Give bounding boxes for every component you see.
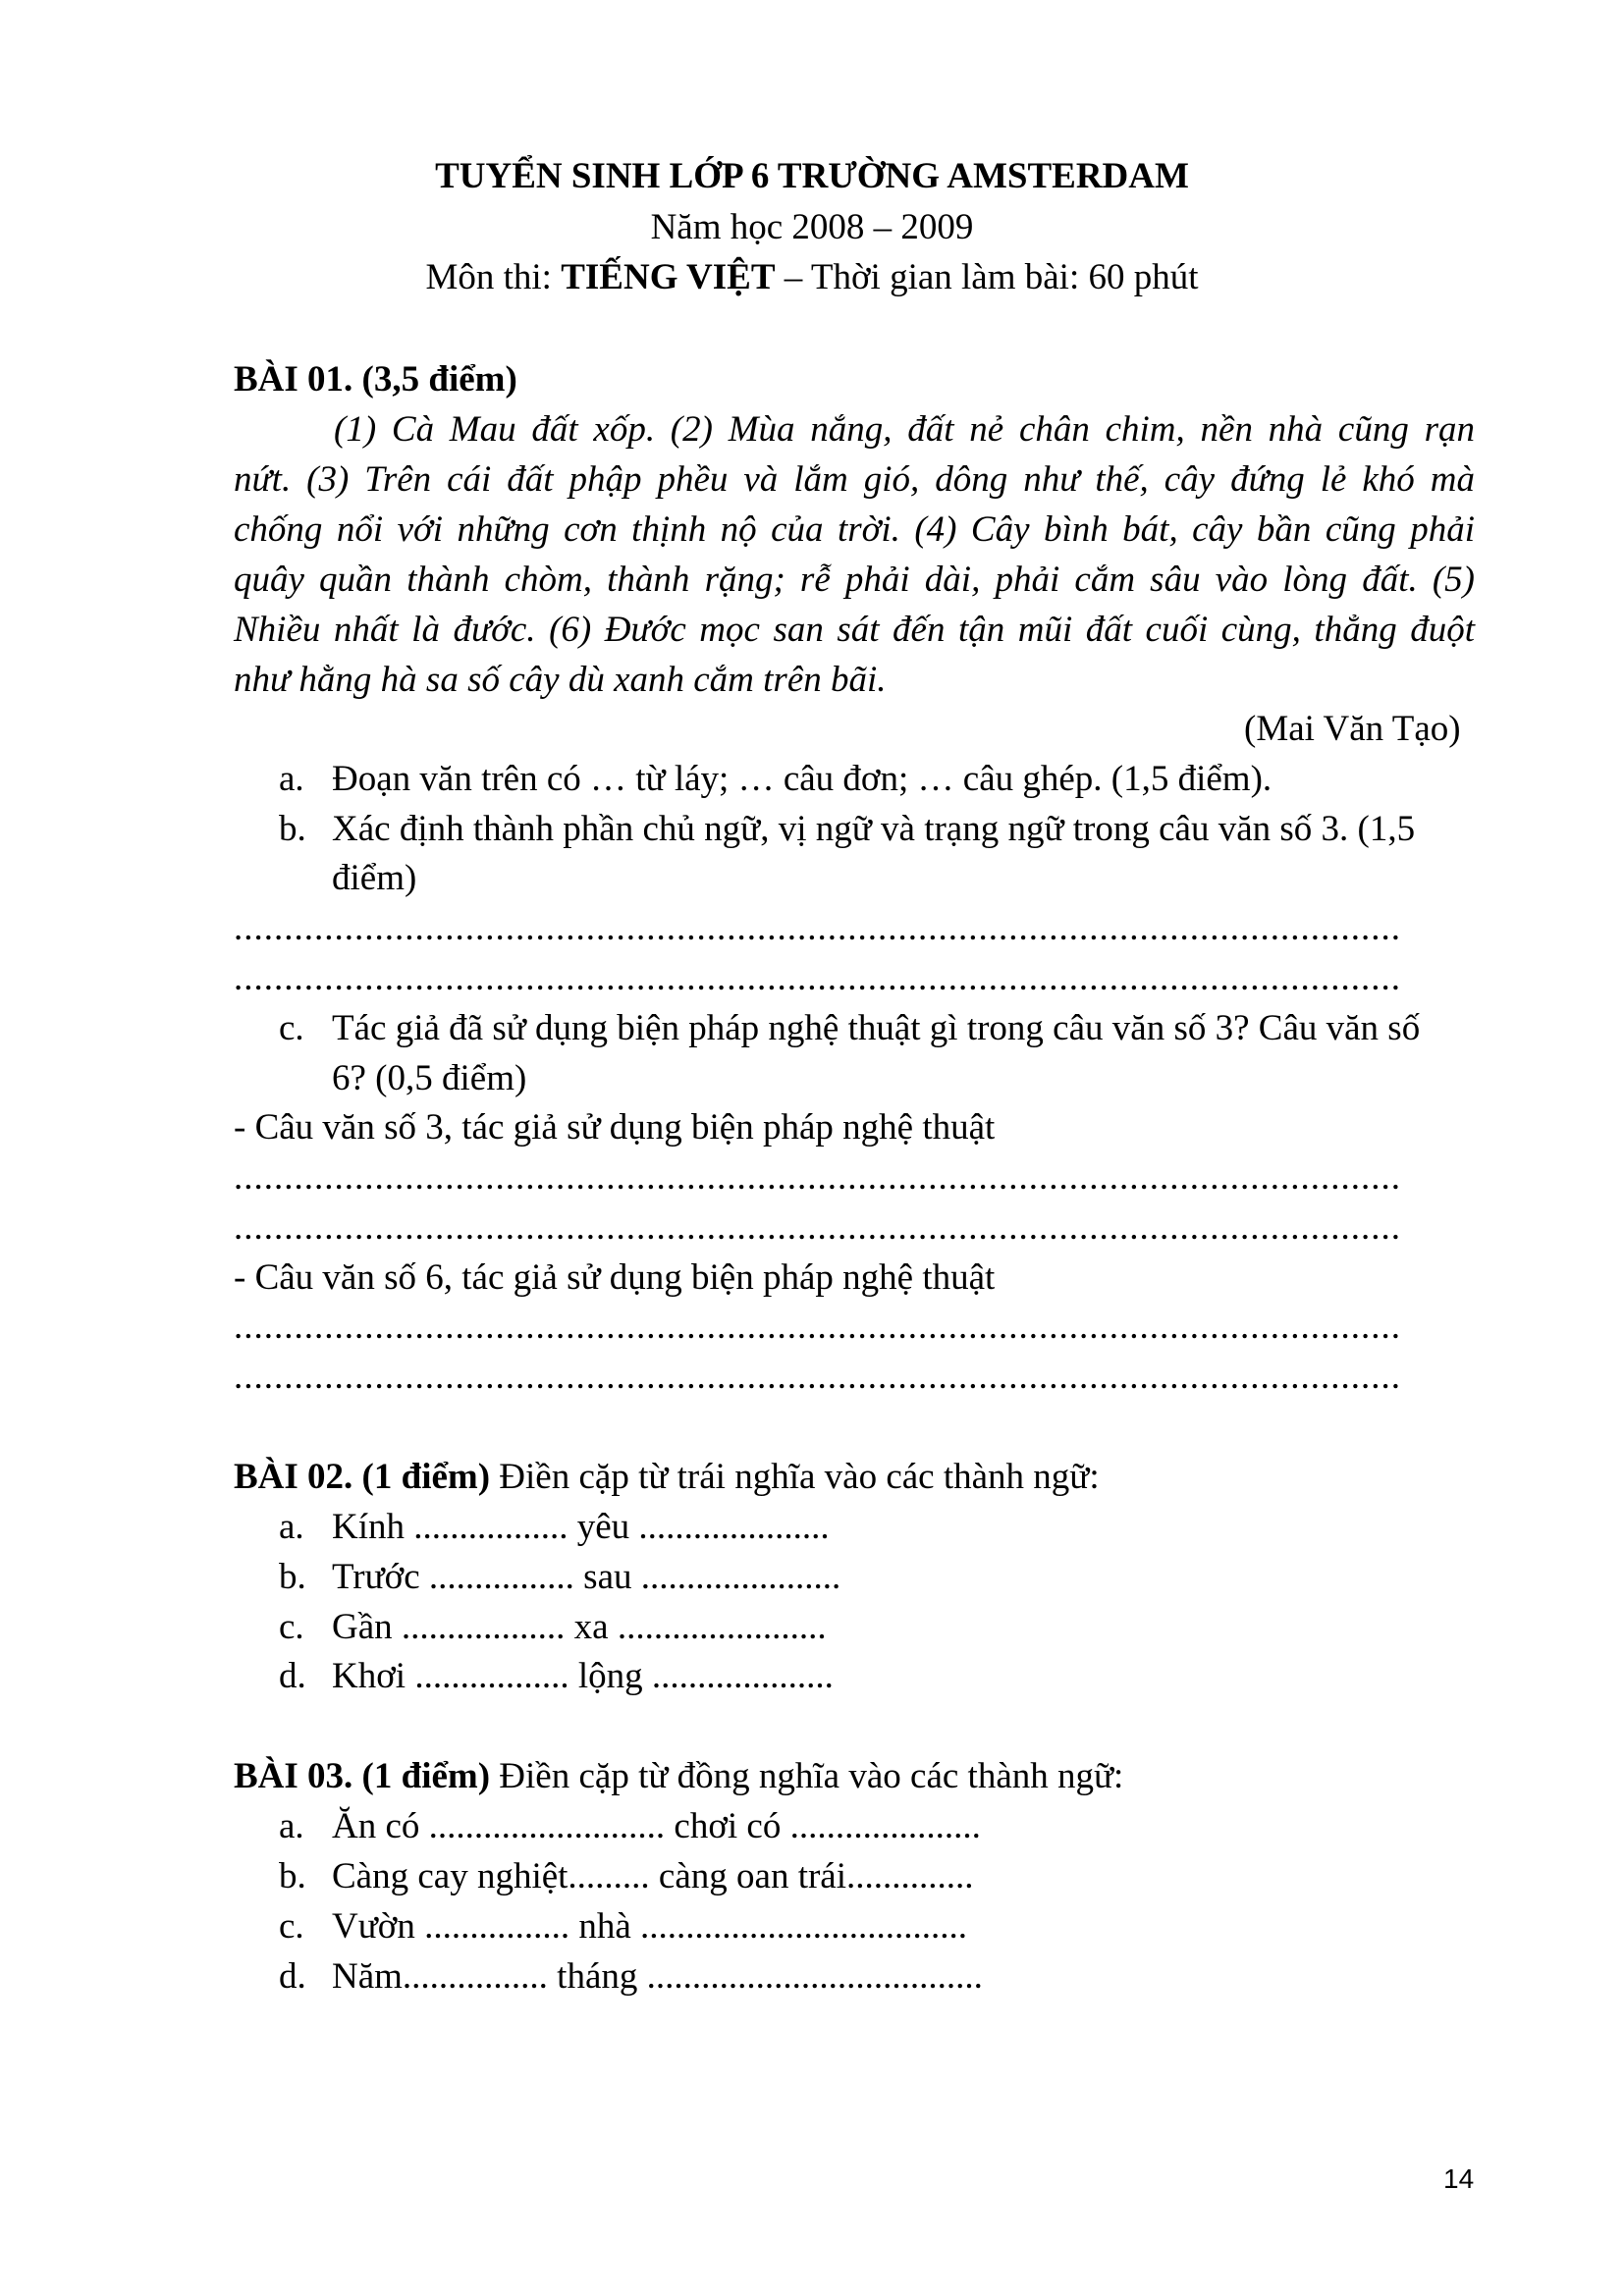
answer-dotline[interactable]: .................................................................................................................... [234, 958, 1401, 998]
item-label: c. [279, 1607, 304, 1647]
item-label: d. [279, 1656, 306, 1696]
answer-dotline[interactable]: .................................................................................................................... [234, 1157, 1401, 1198]
passage-line: (1) Cà Mau đất xốp. (2) Mùa nắng, đất nẻ chân chim, nền nhà cũng rạn [334, 409, 1475, 450]
answer-dotline[interactable]: .................................................................................................................... [234, 1307, 1401, 1347]
subject-prefix: Môn thi: [425, 257, 562, 297]
bai2-instruction: Điền cặp từ trái nghĩa vào các thành ngữ: [490, 1457, 1100, 1497]
question-a-text: Đoạn văn trên có … từ láy; … câu đơn; … câu ghép. (1,5 điểm). [332, 759, 1272, 799]
exam-title: TUYỂN SINH LỚP 6 TRƯỜNG AMSTERDAM [435, 156, 1189, 196]
passage-line: nứt. (3) Trên cái đất phập phều và lắm gió, dông như thế, cây đứng lẻ khó mà [234, 459, 1475, 500]
bai2-heading-line [234, 1453, 1100, 1502]
question-label: a. [279, 759, 304, 799]
answer-dotline[interactable]: .................................................................................................................... [234, 1207, 1401, 1248]
fill-in-item[interactable]: Càng cay nghiệt......... càng oan trái.............. [332, 1856, 974, 1896]
fill-in-item[interactable]: Trước ................ sau ...................... [332, 1557, 841, 1597]
bai1-heading: BÀI 01. (3,5 điểm) [234, 359, 517, 400]
c3-answer-prompt: - Câu văn số 3, tác giả sử dụng biện pháp nghệ thuật [234, 1107, 996, 1148]
subject-name: TIẾNG VIỆT [561, 257, 776, 297]
bai3-heading-line [234, 1752, 1123, 1801]
question-b-text-cont: điểm) [332, 858, 417, 898]
fill-in-item[interactable]: Ăn có .......................... chơi có ..................... [332, 1806, 981, 1846]
fill-in-item[interactable]: Kính ................. yêu ..................... [332, 1507, 830, 1547]
fill-in-item[interactable]: Năm................ tháng ..................................... [332, 1956, 983, 1997]
item-label: b. [279, 1557, 306, 1597]
item-label: b. [279, 1856, 306, 1896]
fill-in-item[interactable]: Vườn ................ nhà .................................... [332, 1906, 968, 1947]
item-label: a. [279, 1507, 304, 1547]
question-label: c. [279, 1008, 304, 1048]
item-label: a. [279, 1806, 304, 1846]
answer-dotline[interactable]: .................................................................................................................... [234, 908, 1401, 948]
answer-dotline[interactable]: .................................................................................................................... [234, 1357, 1401, 1397]
item-label: c. [279, 1906, 304, 1947]
question-c-text-cont: 6? (0,5 điểm) [332, 1058, 527, 1098]
passage-line: như hằng hà sa số cây dù xanh cắm trên bãi. [234, 660, 887, 700]
passage-line: Nhiều nhất là đước. (6) Đước mọc san sát đến tận mũi đất cuối cùng, thẳng đuột [234, 610, 1475, 650]
passage-line: quây quần thành chòm, thành rặng; rễ phải dài, phải cắm sâu vào lòng đất. (5) [234, 560, 1475, 600]
subject-suffix: – Thời gian làm bài: 60 phút [775, 257, 1199, 297]
school-year: Năm học 2008 – 2009 [650, 207, 974, 247]
fill-in-item[interactable]: Gần .................. xa ....................... [332, 1607, 827, 1647]
item-label: d. [279, 1956, 306, 1997]
question-b-text: Xác định thành phần chủ ngữ, vị ngữ và trạng ngữ trong câu văn số 3. (1,5 [332, 809, 1416, 849]
bai3-heading: BÀI 03. (1 điểm) [234, 1756, 491, 1796]
subject-line [0, 253, 1624, 302]
passage-author: (Mai Văn Tạo) [1244, 709, 1461, 749]
passage-line: chống nổi với những cơn thịnh nộ của trời. (4) Cây bình bát, cây bần cũng phải [234, 509, 1475, 550]
bai2-heading: BÀI 02. (1 điểm) [234, 1457, 491, 1497]
fill-in-item[interactable]: Khơi ................. lộng .................... [332, 1656, 834, 1696]
question-c-text: Tác giả đã sử dụng biện pháp nghệ thuật gì trong câu văn số 3? Câu văn số [332, 1008, 1421, 1048]
c6-answer-prompt: - Câu văn số 6, tác giả sử dụng biện pháp nghệ thuật [234, 1257, 996, 1298]
page-number: 14 [1443, 2163, 1475, 2194]
question-label: b. [279, 809, 306, 849]
bai3-instruction: Điền cặp từ đồng nghĩa vào các thành ngữ: [490, 1756, 1124, 1796]
